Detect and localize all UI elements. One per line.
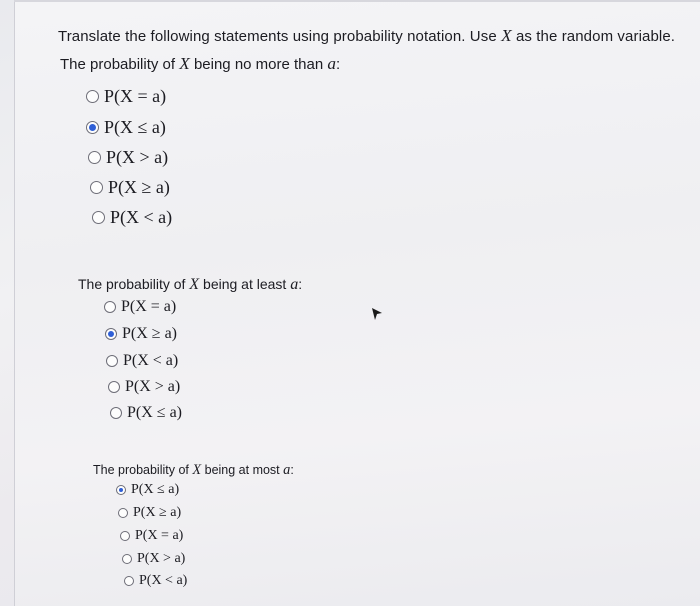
question-3 — [93, 462, 294, 588]
radio-button-selected[interactable] — [86, 121, 99, 134]
radio-button[interactable] — [118, 508, 128, 518]
radio-button-selected[interactable] — [105, 328, 117, 340]
instruction-variable: X — [501, 26, 512, 45]
q3-option-1[interactable]: P(X ≤ a) — [116, 482, 179, 498]
q1-option-4[interactable]: P(X ≥ a) — [90, 177, 170, 198]
instruction-part: as the random variable. — [511, 28, 676, 45]
q3-option-4[interactable]: P(X > a) — [122, 551, 185, 567]
radio-button[interactable] — [110, 407, 122, 419]
q1-option-2[interactable]: P(X ≤ a) — [86, 117, 166, 138]
radio-button-selected[interactable] — [116, 485, 126, 495]
radio-button[interactable] — [120, 531, 130, 541]
radio-button[interactable] — [122, 554, 132, 564]
instruction-part: Translate the following statements using probability notation. Use — [58, 28, 502, 45]
radio-button[interactable] — [106, 355, 118, 367]
q3-option-3[interactable]: P(X = a) — [120, 528, 183, 544]
q2-option-3[interactable]: P(X < a) — [106, 352, 178, 370]
radio-button[interactable] — [104, 301, 116, 313]
question-1-prompt: The probability of X being no more than a: — [60, 54, 341, 73]
radio-button[interactable] — [88, 151, 101, 164]
q2-option-1[interactable]: P(X = a) — [104, 298, 176, 316]
q1-option-3[interactable]: P(X > a) — [88, 147, 168, 168]
radio-button[interactable] — [92, 211, 105, 224]
radio-button[interactable] — [124, 576, 134, 586]
q2-option-2[interactable]: P(X ≥ a) — [105, 325, 177, 343]
question-2 — [78, 276, 303, 421]
mouse-cursor-icon — [371, 307, 383, 321]
q2-option-4[interactable]: P(X > a) — [108, 378, 180, 396]
question-1 — [60, 54, 341, 227]
q1-option-5[interactable]: P(X < a) — [92, 207, 172, 228]
q3-option-2[interactable]: P(X ≥ a) — [118, 505, 181, 521]
q1-option-1[interactable]: P(X = a) — [86, 86, 166, 107]
question-3-prompt: The probability of X being at most a: — [93, 462, 294, 478]
question-2-prompt: The probability of X being at least a: — [78, 276, 303, 293]
top-divider — [14, 0, 700, 2]
radio-button[interactable] — [90, 181, 103, 194]
q3-option-5[interactable]: P(X < a) — [124, 573, 187, 589]
radio-button[interactable] — [86, 90, 99, 103]
radio-button[interactable] — [108, 381, 120, 393]
instruction-text — [58, 26, 675, 46]
q2-option-5[interactable]: P(X ≤ a) — [110, 404, 182, 422]
